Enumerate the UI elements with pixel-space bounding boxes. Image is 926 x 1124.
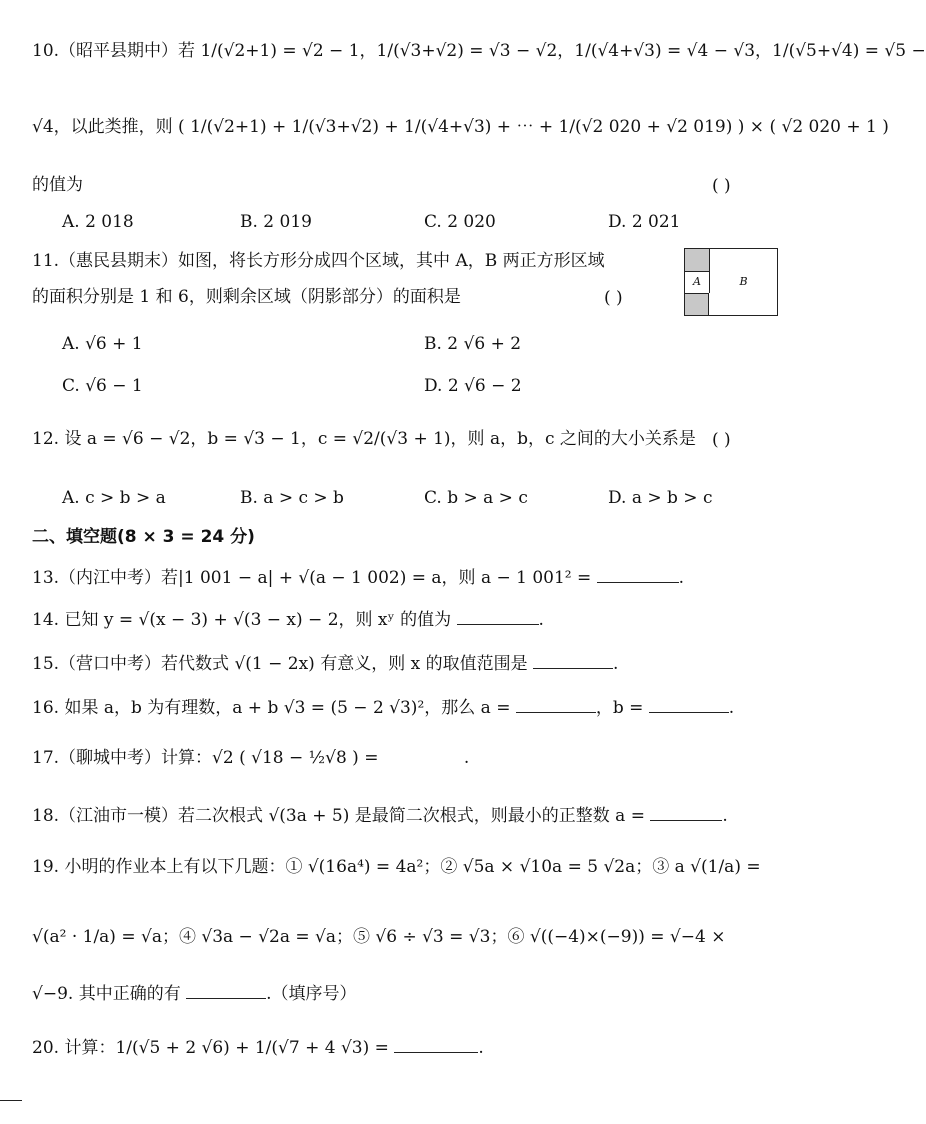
q16: 16. 如果 a，b 为有理数，a + b √3 = (5 − 2 √3)²，那么 a = ，b = . [32, 698, 735, 718]
q11-option-d[interactable]: D. 2 √6 − 2 [424, 376, 522, 396]
q12-option-d[interactable]: D. a > b > c [608, 488, 713, 508]
q12-option-c[interactable]: C. b > a > c [424, 488, 528, 508]
q15-answer-blank[interactable] [533, 654, 613, 669]
q11-answer-bracket[interactable]: ( ) [604, 288, 623, 308]
q16-b-blank[interactable] [649, 698, 729, 713]
q18: 18.（江油市一模）若二次根式 √(3a + 5) 是最简二次根式，则最小的正整数 a = . [32, 806, 728, 826]
q10-line3: 的值为 [32, 175, 83, 195]
q20-text: 20. 计算：1/(√5 + 2 √6) + 1/(√7 + 4 √3) = [32, 1038, 389, 1058]
q19-line3 [32, 984, 357, 1004]
q16-text: 16. 如果 a，b 为有理数，a + b √3 = (5 − 2 √3)²，那么 a = [32, 698, 511, 718]
q10-option-b[interactable]: B. 2 019 [240, 212, 312, 232]
q15-text: 15.（营口中考）若代数式 √(1 − 2x) 有意义，则 x 的取值范围是 [32, 654, 528, 674]
q11-line2: 的面积分别是 1 和 6，则剩余区域（阴影部分）的面积是 [32, 287, 461, 307]
q11-rectangle-figure [684, 248, 778, 316]
shaded-region-bottom [685, 293, 709, 315]
q12-option-a[interactable]: A. c > b > a [62, 488, 166, 508]
q20: 20. 计算：1/(√5 + 2 √6) + 1/(√7 + 4 √3) = . [32, 1038, 484, 1058]
q12-option-b[interactable]: B. a > c > b [240, 488, 344, 508]
q14-text: 14. 已知 y = √(x − 3) + √(3 − x) − 2，则 xʸ 的值为 [32, 610, 452, 630]
q18-text: 18.（江油市一模）若二次根式 √(3a + 5) 是最简二次根式，则最小的正整数 a = [32, 806, 645, 826]
q19-answer-blank[interactable] [186, 984, 266, 999]
q13: 13.（内江中考）若|1 001 − a| + √(a − 1 002) = a，则 a − 1 001² = . [32, 568, 685, 588]
q10-option-a[interactable]: A. 2 018 [62, 212, 134, 232]
q11-option-b[interactable]: B. 2 √6 + 2 [424, 334, 522, 354]
q13-text: 13.（内江中考）若|1 001 − a| + √(a − 1 002) = a，则 a − 1 001² = [32, 568, 592, 588]
q10-line1: 10.（昭平县期中）若 1/(√2+1) = √2 − 1，1/(√3+√2) = √3 − √2，1/(√4+√3) = √4 − √3，1/(√5+√4) = √5 − [32, 41, 926, 61]
q19-line1: 19. 小明的作业本上有以下几题：① √(16a⁴) = 4a²；② √5a × √10a = 5 √2a；③ a √(1/a) = [32, 857, 761, 877]
square-b: B [739, 275, 748, 288]
q12-answer-bracket[interactable]: ( ) [712, 430, 731, 450]
q13-answer-blank[interactable] [597, 568, 679, 583]
shaded-region-top [685, 249, 710, 272]
q18-answer-blank[interactable] [650, 806, 722, 821]
q15: 15.（营口中考）若代数式 √(1 − 2x) 有意义，则 x 的取值范围是 . [32, 654, 619, 674]
q19-text-a: √−9. 其中正确的有 [32, 984, 181, 1004]
square-a: A [685, 271, 710, 293]
q10-option-d[interactable]: D. 2 021 [608, 212, 681, 232]
q11-option-a[interactable]: A. √6 + 1 [62, 334, 143, 354]
q10-answer-bracket[interactable]: ( ) [712, 176, 731, 196]
q11-option-c[interactable]: C. √6 − 1 [62, 376, 143, 396]
q17-text: 17.（聊城中考）计算：√2 ( √18 − ½√8 ) = [32, 748, 379, 768]
q14-answer-blank[interactable] [457, 610, 539, 625]
q16-text-b: ，b = [595, 698, 644, 718]
q10-option-c[interactable]: C. 2 020 [424, 212, 496, 232]
q17-answer-blank[interactable] [384, 748, 464, 763]
q17: 17.（聊城中考）计算：√2 ( √18 − ½√8 ) = . [32, 748, 470, 768]
q16-a-blank[interactable] [516, 698, 596, 713]
q20-answer-blank[interactable] [394, 1038, 478, 1053]
footer-rule [0, 1100, 22, 1101]
q11-line1: 11.（惠民县期末）如图，将长方形分成四个区域，其中 A，B 两正方形区域 [32, 251, 605, 271]
section-fill-in-blank-heading: 二、填空题(8 × 3 = 24 分) [32, 527, 255, 547]
q19-line2: √(a² · 1/a) = √a；④ √3a − √2a = √a；⑤ √6 ÷ √3 = √3；⑥ √((−4)×(−9)) = √−4 × [32, 927, 726, 947]
q14: 14. 已知 y = √(x − 3) + √(3 − x) − 2，则 xʸ 的值为 . [32, 610, 544, 630]
q12-line1: 12. 设 a = √6 − √2，b = √3 − 1，c = √2/(√3 + 1)，则 a，b，c 之间的大小关系是 [32, 429, 696, 449]
q19-text-b: .（填序号） [266, 984, 357, 1004]
q10-line2: √4，以此类推，则 ( 1/(√2+1) + 1/(√3+√2) + 1/(√4+√3) + ⋯ + 1/(√2 020 + √2 019) ) × ( √2 020 + 1 ) [32, 117, 889, 137]
